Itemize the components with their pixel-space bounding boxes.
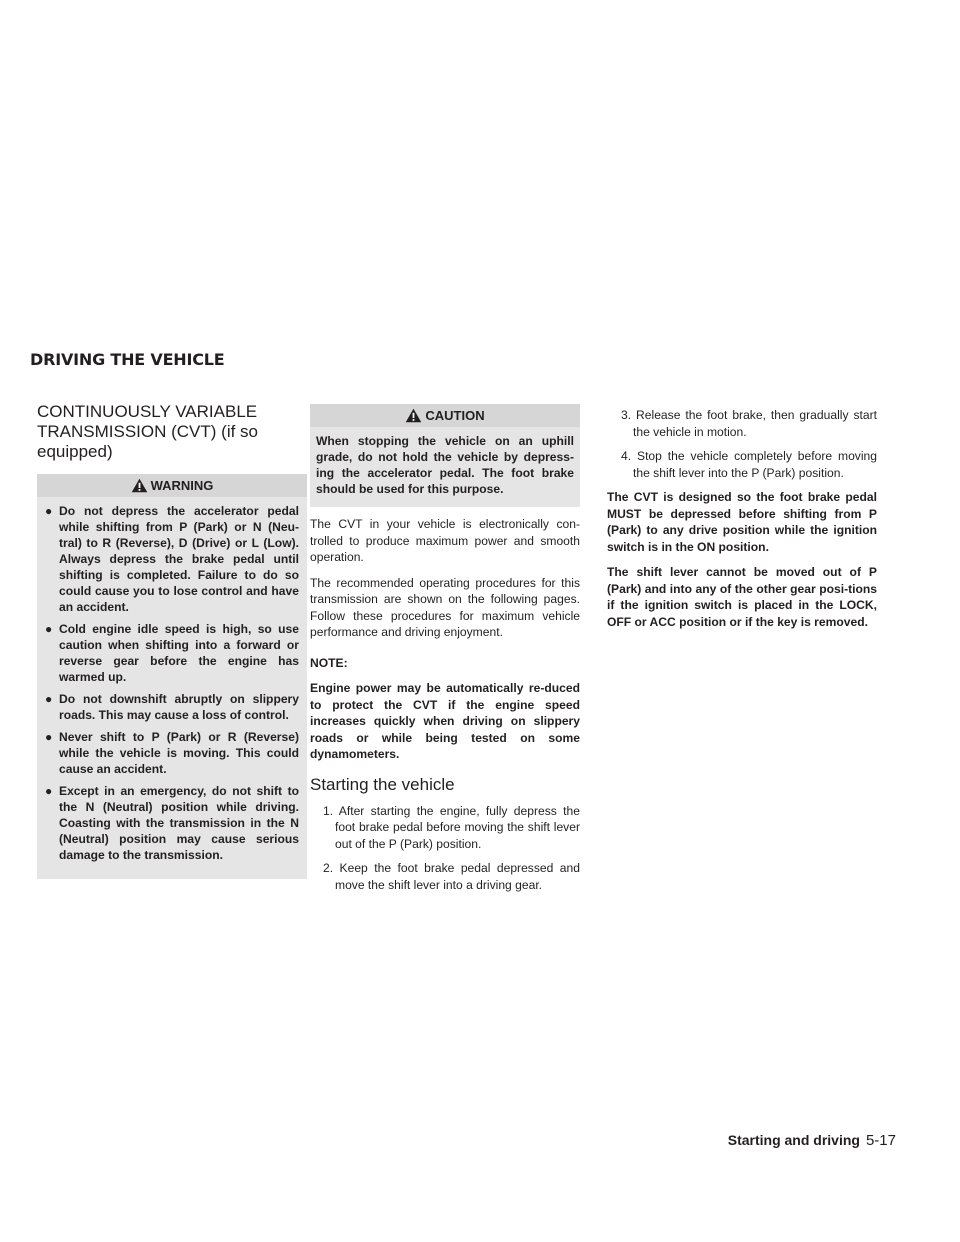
- subsection-title: Starting the vehicle: [310, 774, 455, 794]
- steps-list: [310, 803, 580, 894]
- warning-box: [37, 474, 307, 879]
- bullet-icon: ●: [45, 784, 53, 798]
- warning-item-text: Do not downshift abruptly on slippery roads. This may cause a loss of control.: [59, 692, 299, 722]
- column-1: [37, 402, 307, 879]
- step-item: 2. Keep the foot brake pedal depressed and move the shift lever into a driving gear.: [323, 861, 580, 892]
- warning-item-text: Cold engine idle speed is high, so use caution when shifting into a forward or reverse gear before the engine has warmed up.: [59, 622, 299, 684]
- main-title-line: CONTINUOUSLY VARIABLE: [37, 402, 258, 421]
- warning-item: [45, 729, 299, 777]
- footer-section-label: Starting and driving: [727, 1132, 860, 1148]
- column-3: [607, 407, 877, 630]
- main-title-line: equipped): [37, 442, 113, 461]
- paragraph: The recommended operating procedures for this transmission are shown on the following pages. Follow these procedures for maximum vehicle performance and driving enjoyment.: [310, 575, 580, 639]
- step-item: 4. Stop the vehicle completely before moving the shift lever into the P (Park) position.: [621, 449, 877, 480]
- warning-header: [37, 474, 307, 497]
- bold-paragraph: The CVT is designed so the foot brake pedal MUST be depressed before shifting from P (Park) to any drive position while the ignition switch is in the ON position.: [607, 490, 877, 554]
- caution-box: [310, 404, 580, 507]
- page-footer: [728, 1132, 896, 1149]
- warning-item: [45, 691, 299, 723]
- caution-text: When stopping the vehicle on an uphill grade, do not hold the vehicle by depress-ing the accelerator pedal. The foot brake should be used for this purpose.: [316, 434, 574, 496]
- warning-item: [45, 621, 299, 685]
- bullet-icon: ●: [45, 692, 53, 706]
- note-label: NOTE:: [310, 655, 348, 670]
- bold-paragraph: The shift lever cannot be moved out of P (Park) and into any of the other gear posi-tions if the ignition switch is placed in the LOCK, OFF or ACC position or if the key is removed.: [607, 565, 877, 629]
- bullet-icon: ●: [45, 730, 53, 744]
- warning-triangle-icon: [131, 478, 148, 493]
- warning-item: [45, 503, 299, 615]
- warning-item-text: Except in an emergency, do not shift to the N (Neutral) position while driving. Coasting with the transmission in the N (Neutral) position may cause serious damage to the transmission.: [59, 784, 299, 862]
- warning-item-text: Never shift to P (Park) or R (Reverse) while the vehicle is moving. This could cause an accident.: [59, 730, 299, 776]
- paragraph: The CVT in your vehicle is electronically con-trolled to produce maximum power and smooth operation.: [310, 517, 580, 564]
- column-2: [310, 404, 580, 901]
- caution-triangle-icon: [405, 408, 422, 423]
- caution-title: CAUTION: [425, 408, 485, 423]
- page-number: 5-17: [865, 1132, 896, 1149]
- main-title: [37, 402, 307, 462]
- bullet-icon: ●: [45, 622, 53, 636]
- note-text: Engine power may be automatically re-duced to protect the CVT if the engine speed increases quickly when driving on slippery roads or while being tested on some dynamometers.: [310, 681, 580, 761]
- bullet-icon: ●: [45, 504, 53, 518]
- main-title-line: TRANSMISSION (CVT) (if so: [37, 422, 259, 441]
- warning-title: WARNING: [150, 478, 214, 493]
- step-item: 3. Release the foot brake, then gradually start the vehicle in motion.: [621, 408, 877, 439]
- section-header: DRIVING THE VEHICLE: [30, 350, 225, 369]
- steps-list: [607, 407, 877, 481]
- warning-list: [37, 503, 307, 863]
- warning-item: [45, 783, 299, 863]
- caution-header: [310, 404, 580, 427]
- warning-item-text: Do not depress the accelerator pedal while shifting from P (Park) or N (Neu-tral) to R (Reverse), D (Drive) or L (Low). Always depress the brake pedal until shifting is completed. Failure to do so could cause you to lose control and have an accident.: [59, 504, 299, 614]
- step-item: 1. After starting the engine, fully depress the foot brake pedal before moving the shift lever out of the P (Park) position.: [323, 803, 580, 851]
